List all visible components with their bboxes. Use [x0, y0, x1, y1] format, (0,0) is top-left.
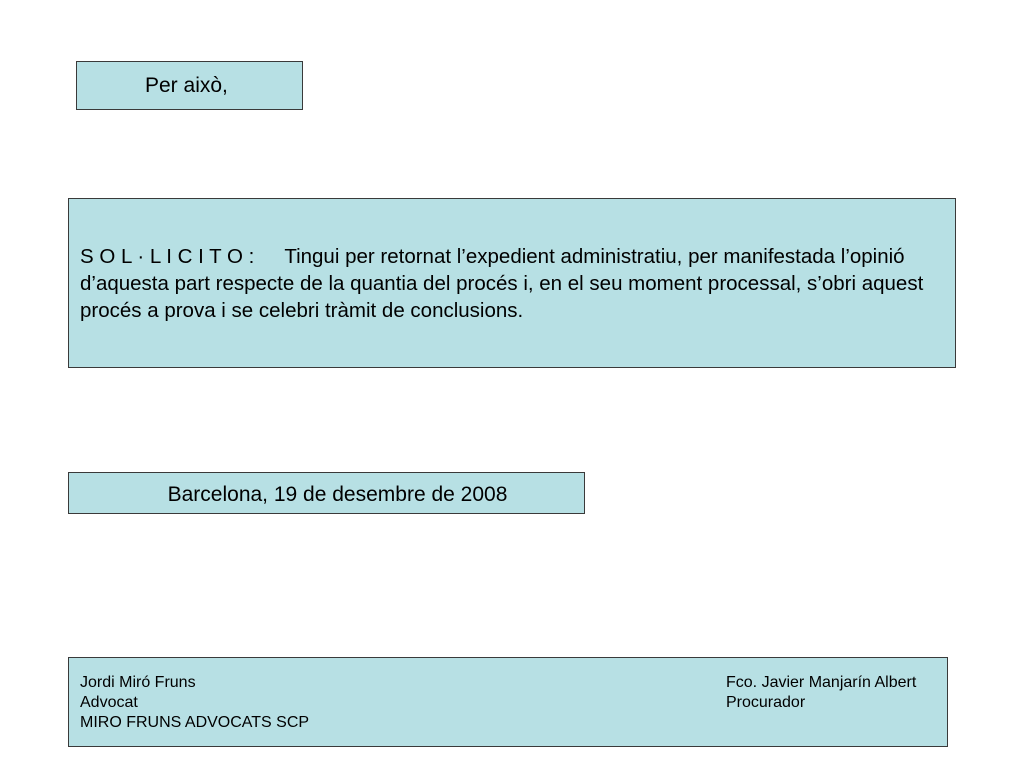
- lawyer-firm: MIRO FRUNS ADVOCATS SCP: [80, 714, 310, 731]
- signature-box: [68, 657, 948, 747]
- lawyer-role: Advocat: [80, 694, 138, 711]
- request-box: [68, 198, 956, 368]
- intro-box: [76, 61, 303, 110]
- lawyer-name: Jordi Miró Fruns: [80, 674, 196, 691]
- procurator-role: Procurador: [726, 694, 806, 711]
- request-body: Tingui per retornat l’expedient administratiu, per manifestada l’opinió d’aquesta part respecte de la quantia del procés i, en el seu moment processal, s’obri aquest procés a prova i se celebri tràmit de conclusions.: [80, 245, 924, 322]
- lawyer-signature-block: [80, 673, 309, 733]
- procurator-signature-block: [726, 673, 916, 713]
- date-text: Barcelona, 19 de desembre de 2008: [167, 483, 508, 506]
- date-box: [68, 472, 585, 514]
- procurator-name: Fco. Javier Manjarín Albert: [726, 674, 917, 691]
- request-title: S O L · L I C I T O :: [80, 245, 255, 268]
- intro-text: Per això,: [145, 73, 228, 97]
